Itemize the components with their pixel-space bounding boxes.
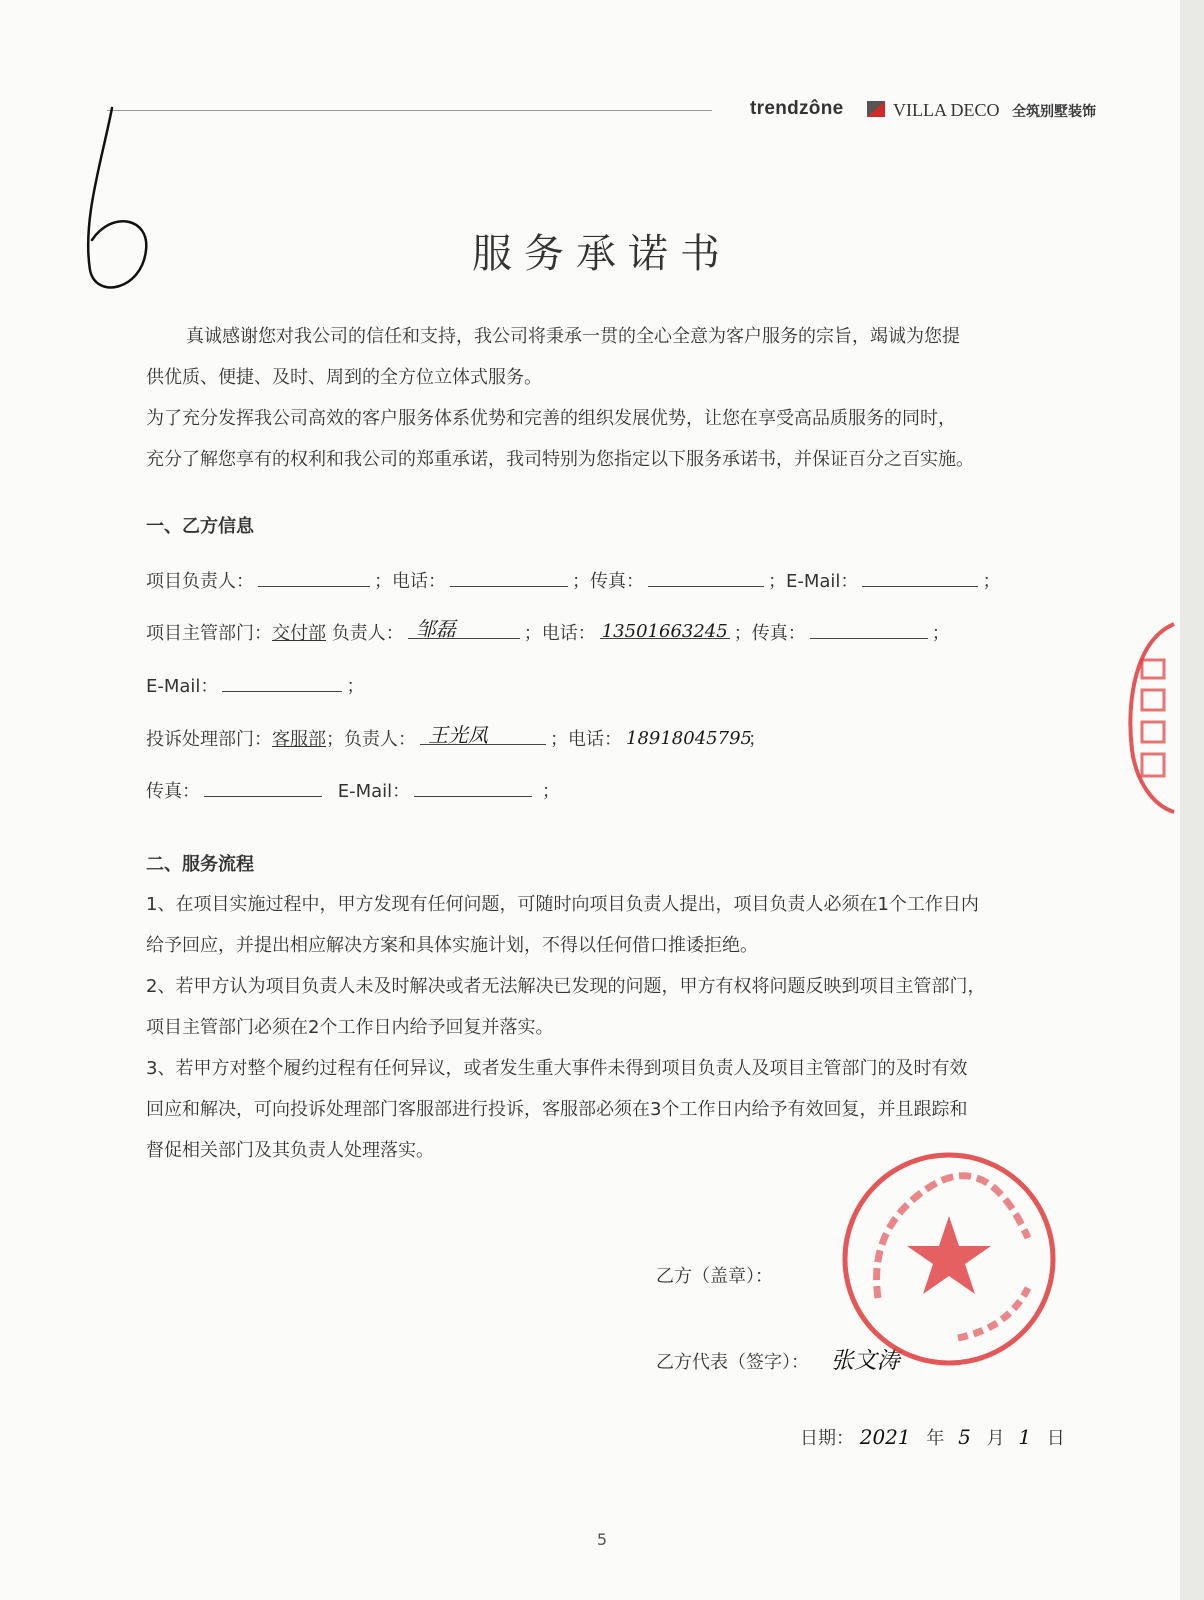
rep-signature: 张文涛 [830,1348,900,1374]
label: 传真： [146,781,200,802]
label: ；负责人： [326,729,416,750]
label: ；电话： [550,729,622,750]
process-line: 3、若甲方对整个履约过程有任何异议，或者发生重大事件未得到项目负责人及项目主管部门的及时有效 [146,1058,968,1079]
intro-paragraph [146,316,1076,480]
email-field[interactable] [862,566,978,587]
project-lead-field[interactable] [258,566,370,587]
party-seal-label: 乙方（盖章）： [656,1266,773,1287]
row-end: ； [346,676,365,697]
email-field[interactable] [222,671,342,692]
row-end: ； [748,729,766,750]
section2-heading: 二、服务流程 [146,854,254,875]
info-row-project-lead [146,566,1000,596]
brand-logo-text: trendzône [750,98,844,119]
label: 项目主管部门： [146,623,272,644]
date-row [800,1424,1065,1450]
manager-handwriting: 王光凤 [428,723,488,747]
document-title: 服务承诺书 [472,231,732,277]
row-end: ； [982,571,1001,592]
intro-line: 充分了解您享有的权利和我公司的郑重承诺，我司特别为您指定以下服务承诺书，并保证百分之百实施。 [146,449,974,470]
phone-field[interactable] [626,725,752,749]
month-unit: 月 [986,1428,1005,1449]
page-number: 5 [596,1530,608,1549]
brand-villa-deco: VILLA DECO [893,100,1000,120]
intro-line: 供优质、便捷、及时、周到的全方位立体式服务。 [146,367,542,388]
fax-field[interactable] [648,566,764,587]
brand-chinese-name: 全筑别墅装饰 [1012,104,1096,120]
row-end: ； [541,781,560,802]
email-field[interactable] [414,776,532,797]
manager-handwriting: 邹磊 [415,617,456,641]
process-line: 2、若甲方认为项目负责人未及时解决或者无法解决已发现的问题，甲方有权将问题反映到项目主管部门， [146,976,986,997]
row-end: ； [931,623,950,644]
label: ；传真： [733,623,806,644]
label: E-Mail： [146,676,219,697]
brand-mark-icon [867,101,885,117]
process-line: 督促相关部门及其负责人处理落实。 [146,1140,434,1161]
date-label: 日期： [800,1428,854,1449]
header-rule [107,110,712,111]
label: ；传真： [572,571,644,592]
label: 项目负责人： [146,571,254,592]
info-row-managing-dept [146,618,950,648]
info-row-complaint-dept [146,724,766,754]
info-row-email [146,671,364,701]
rep-label: 乙方代表（签字）： [656,1352,809,1373]
section1-heading: 一、乙方信息 [146,516,254,537]
contract-edge-seal [1122,620,1180,816]
day-unit: 日 [1046,1428,1065,1449]
process-line: 1、在项目实施过程中，甲方发现有任何问题，可随时向项目负责人提出，项目负责人必须在1个工作日内 [146,894,979,915]
year-unit: 年 [926,1428,945,1449]
date-year: 2021 [859,1425,911,1449]
fax-field[interactable] [810,618,928,639]
label: ；电话： [523,623,596,644]
dept-name: 交付部 [272,623,326,644]
label: E-Mail： [337,781,411,802]
info-row-fax-email [146,776,560,806]
date-day: 1 [1018,1425,1032,1449]
phone-handwriting: 18918045795 [626,728,752,749]
phone-field[interactable] [450,566,568,587]
dept-name: 客服部 [272,729,326,750]
intro-line: 为了充分发挥我公司高效的客户服务体系优势和完善的组织发展优势，让您在享受高品质服务的同时， [146,408,956,429]
process-line: 项目主管部门必须在2个工作日内给予回复并落实。 [146,1017,554,1038]
label: ；E-Mail： [768,571,859,592]
intro-line: 真诚感谢您对我公司的信任和支持，我公司将秉承一贯的全心全意为客户服务的宗旨，竭诚为您提 [186,326,960,347]
manager-field[interactable] [408,618,520,639]
label: 投诉处理部门： [146,729,272,750]
label: 负责人： [331,623,404,644]
phone-handwriting: 13501663245 [601,621,728,642]
date-month: 5 [958,1425,971,1449]
process-line: 回应和解决，可向投诉处理部门客服部进行投诉，客服部必须在3个工作日内给予有效回复，并且跟踪和 [146,1099,968,1120]
label: ；电话： [374,571,446,592]
phone-field[interactable] [600,618,730,642]
company-round-seal [838,1148,1060,1370]
fax-field[interactable] [204,776,322,797]
process-line: 给予回应，并提出相应解决方案和具体实施计划，不得以任何借口推诿拒绝。 [146,935,758,956]
manager-field[interactable] [420,724,546,745]
service-process-text [146,884,1066,1171]
